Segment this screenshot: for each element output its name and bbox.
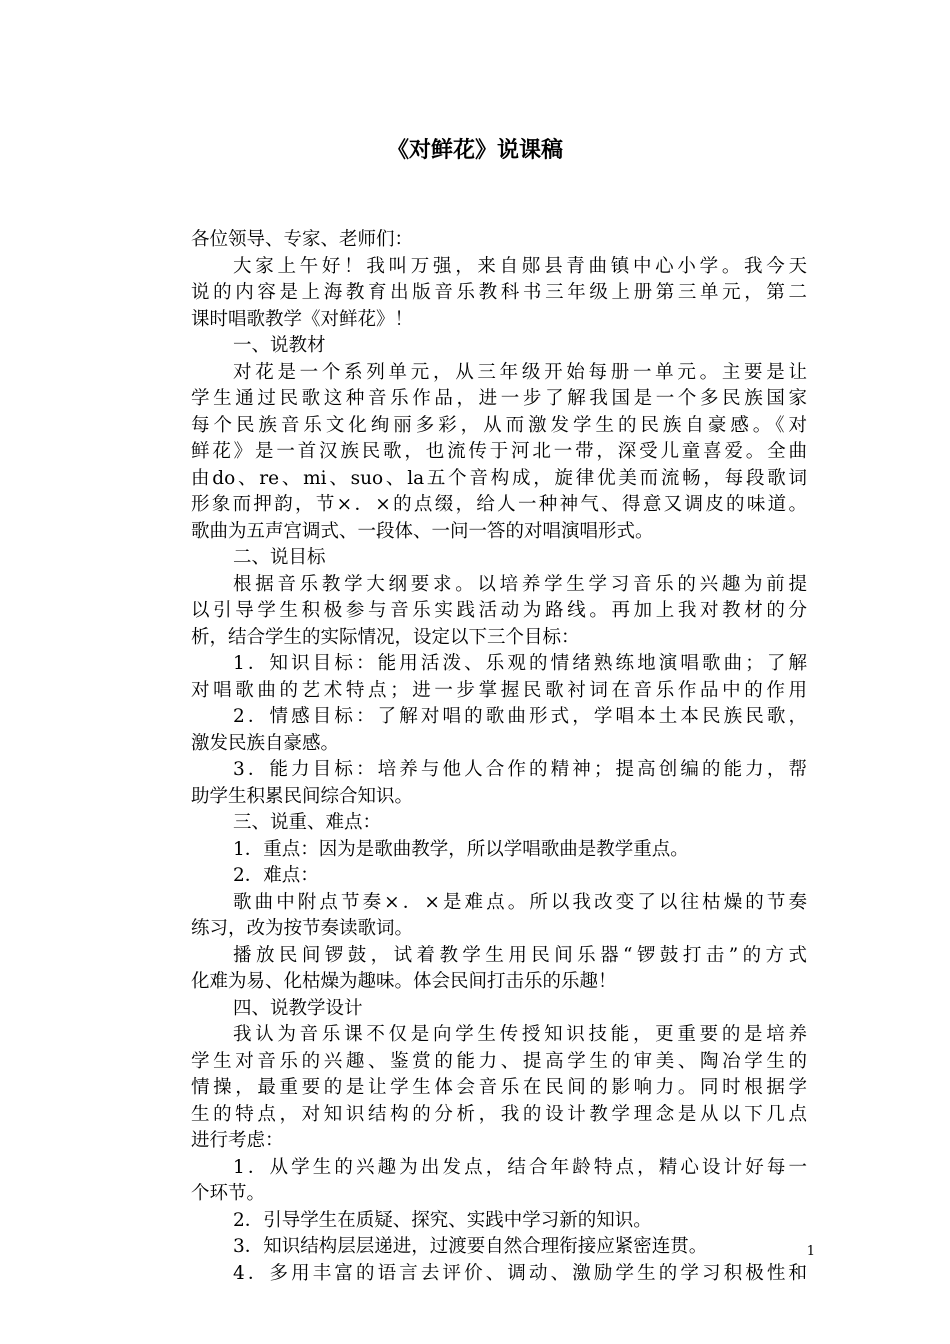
text-line: 播放民间锣鼓，试着教学生用民间乐器“锣鼓打击”的方式 [233,944,807,966]
text-line: 化难为易、化枯燥为趣味。体会民间打击乐的乐趣！ [191,971,617,992]
text-line: 对唱歌曲的艺术特点；进一步掌握民歌衬词在音乐作品中的作用 [191,679,807,701]
text-line: 生的特点，对知识结构的分析，我的设计教学理念是从以下几点 [191,1103,807,1125]
text-line: 说的内容是上海教育出版音乐教科书三年级上册第三单元，第二 [191,282,807,303]
text-line: 歌曲为五声宫调式、一段体、一问一答的对唱演唱形式。 [191,520,654,542]
text-line: 进行考虑： [191,1130,284,1151]
text-line: 课时唱歌教学《对鲜花》！ [191,308,414,330]
text-line: 对花是一个系列单元，从三年级开始每册一单元。主要是让 [233,361,807,383]
text-line: 助学生积累民间综合知识。 [191,785,414,807]
text-line: 4．多用丰富的语言去评价、调动、激励学生的学习积极性和 [233,1262,807,1284]
text-line: 练习，改为按节奏读歌词。 [191,918,414,939]
text-line: 歌曲中附点节奏×．×是难点。所以我改变了以往枯燥的节奏 [233,891,807,913]
text-line: 2．难点： [233,865,319,886]
text-line: 1．重点：因为是歌曲教学，所以学唱歌曲是教学重点。 [233,838,689,860]
text-line: 一、说教材 [233,335,326,356]
text-line: 以引导学生积极参与音乐实践活动为路线。再加上我对教材的分 [191,600,807,621]
text-line: 析，结合学生的实际情况，设定以下三个目标： [191,626,580,648]
text-line: 3．知识结构层层递进，过渡要自然合理衔接应紧密连贯。 [233,1236,708,1257]
text-line: 由do、re、mi、suo、la五个音构成，旋律优美而流畅，每段歌词 [191,467,807,489]
text-line: 根据音乐教学大纲要求。以培养学生学习音乐的兴趣为前提 [233,573,807,595]
text-line: 学生通过民歌这种音乐作品，进一步了解我国是一个多民族国家 [191,388,807,409]
text-line: 鲜花》是一首汉族民歌，也流传于河北一带，深受儿童喜爱。全曲 [191,441,807,462]
text-line: 我认为音乐课不仅是向学生传授知识技能，更重要的是培养 [233,1024,807,1045]
text-line: 3．能力目标：培养与他人合作的精神；提高创编的能力，帮 [233,759,807,780]
text-line: 2．引导学生在质疑、探究、实践中学习新的知识。 [233,1209,652,1231]
page-number: 1 [806,1244,815,1259]
text-line: 情操，最重要的是让学生体会音乐在民间的影响力。同时根据学 [191,1077,807,1098]
page-title: 《对鲜花》说课稿 [386,137,563,163]
text-line: 激发民族自豪感。 [191,732,340,754]
text-line: 1．从学生的兴趣为出发点，结合年龄特点，精心设计好每一 [233,1156,807,1178]
text-line: 学生对音乐的兴趣、鉴赏的能力、提高学生的审美、陶冶学生的 [191,1050,807,1072]
text-line: 2．情感目标：了解对唱的歌曲形式，学唱本土本民族民歌， [233,706,807,727]
text-line: 大家上午好！我叫万强，来自郧县青曲镇中心小学。我今天 [233,255,807,277]
text-line: 个环节。 [191,1183,266,1204]
text-line: 四、说教学设计 [233,997,363,1019]
text-line: 各位领导、专家、老师们： [191,229,414,250]
text-line: 二、说目标 [233,547,326,568]
text-line: 每个民族音乐文化绚丽多彩，从而激发学生的民族自豪感。《对 [191,414,807,436]
document-body [191,227,807,1287]
text-line: 1．知识目标：能用活泼、乐观的情绪熟练地演唱歌曲；了解 [233,653,807,674]
text-line: 形象而押韵，节×．×的点缀，给人一种神气、得意又调皮的味道。 [191,494,807,515]
text-line: 三、说重、难点： [233,812,382,833]
